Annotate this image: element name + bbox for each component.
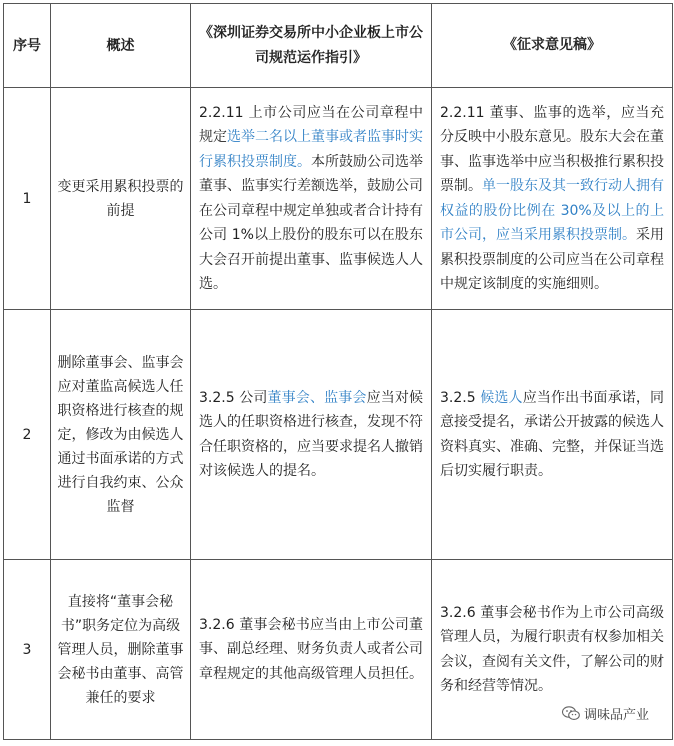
text-segment: 本所鼓励公司选举董事、监事实行差额选举，鼓励公司在公司章程中规定单独或者合计持有公司 1%以上股份的股东可以在股东大会召开前提出董事、监事候选人人选。 — [199, 153, 423, 292]
row-num: 3 — [4, 560, 51, 740]
header-num: 序号 — [4, 4, 51, 88]
row-old-text — [191, 310, 432, 560]
table-row — [4, 88, 673, 310]
text-segment: 应当对候选人的任职资格进行核查，发现不符合任职资格的，应当要求提名人撤销对该候选人的提名。 — [199, 389, 424, 479]
watermark — [559, 703, 652, 724]
text-segment: 3.2.5 公司 — [199, 389, 268, 406]
row-new-text — [432, 88, 673, 310]
text-segment: 2.2.11 上市公司应当在公司章程中规定 — [199, 104, 423, 145]
text-segment: 3.2.6 董事会秘书作为上市公司高级管理人员，为履行职责有权参加相关会议，查阅有关文件，了解公司的财务和经营等情况。 — [440, 604, 664, 694]
row-old-text — [191, 88, 432, 310]
table-row — [4, 310, 673, 560]
highlighted-text: 董事会、监事会 — [267, 389, 367, 406]
text-segment: 2.2.11 董事、监事的选举，应当充分反映中小股东意见。股东大会在董事、监事选举中应当积极推行累积投票制。 — [440, 104, 664, 194]
wechat-icon — [562, 706, 580, 721]
header-summary: 概述 — [51, 4, 191, 88]
row-summary: 删除董事会、监事会应对董监高候选人任职资格进行核查的规定，修改为由候选人通过书面承诺的方式进行自我约束、公众监督 — [51, 310, 191, 560]
highlighted-text: 选举二名以上董事或者监事时实行累积投票制度。 — [199, 129, 423, 170]
row-num: 2 — [4, 310, 51, 560]
text-segment: 应当作出书面承诺，同意接受提名，承诺公开披露的候选人资料真实、准确、完整，并保证当选后切实履行职责。 — [440, 389, 665, 479]
row-old-text — [191, 560, 432, 740]
watermark-text: 调味品产业 — [583, 708, 649, 723]
row-summary: 直接将“董事会秘书”职务定位为高级管理人员，删除董事会秘书由董事、高管兼任的要求 — [51, 560, 191, 740]
header-new-draft: 《征求意见稿》 — [432, 4, 673, 88]
comparison-table — [3, 3, 673, 740]
header-old-rule: 《深圳证券交易所中小企业板上市公司规范运作指引》 — [191, 4, 432, 88]
text-segment: 采用累积投票制度的公司应当在公司章程中规定该制度的实施细则。 — [440, 227, 664, 292]
table-header-row — [4, 4, 673, 88]
row-num: 1 — [4, 88, 51, 310]
highlighted-text: 候选人 — [480, 389, 523, 406]
row-summary: 变更采用累积投票的前提 — [51, 88, 191, 310]
row-new-text — [432, 310, 673, 560]
text-segment: 3.2.6 董事会秘书应当由上市公司董事、副总经理、财务负责人或者公司章程规定的其他高级管理人员担任。 — [199, 616, 423, 682]
highlighted-text: 单一股东及其一致行动人拥有权益的股份比例在 30%及以上的上市公司，应当采用累积投票制。 — [440, 178, 664, 243]
text-segment: 3.2.5 — [440, 389, 481, 406]
